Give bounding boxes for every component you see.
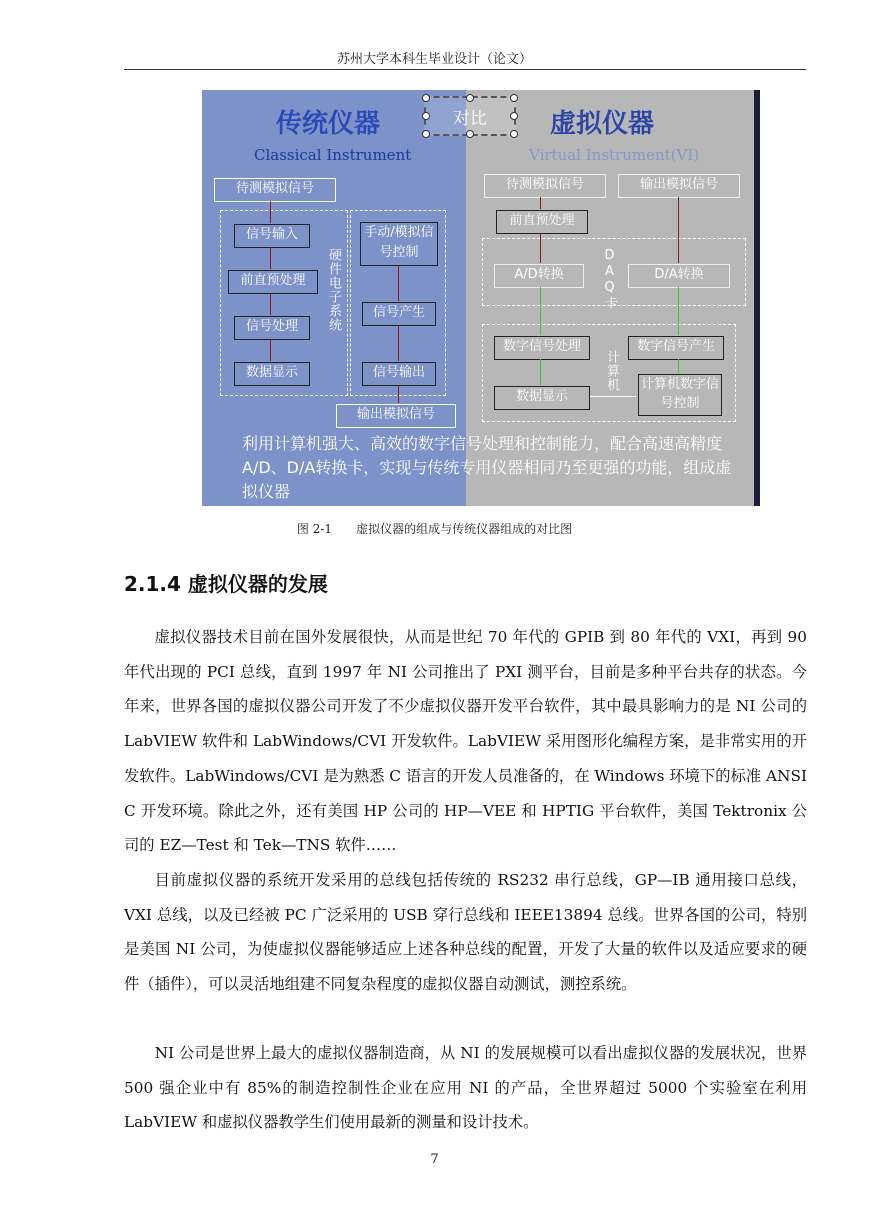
digital-generate-box: 数字信号产生 [628,336,724,360]
signal-generate-box: 信号产生 [362,302,436,326]
virtual-instrument-title: 虚拟仪器 [550,109,655,139]
right-input-signal-box: 待测模拟信号 [484,174,606,198]
right-flow-arrow-green [540,359,541,385]
manual-control-box: 手动/模拟信号控制 [360,222,438,266]
left-flow-arrow [398,385,399,403]
selection-handle [422,112,430,120]
ad-converter-box: A/D转换 [494,264,584,288]
figure-edge [754,90,760,506]
selection-handle [422,94,430,102]
selection-handle [510,94,518,102]
classical-subtitle: Classical Instrument [254,146,412,164]
traditional-instrument-title: 传统仪器 [276,109,381,139]
right-preprocess-box: 前直预处理 [496,210,588,234]
running-header: 苏州大学本科生毕业设计（论文） [336,52,532,67]
selection-handle [466,94,474,102]
right-output-signal-box: 输出模拟信号 [618,174,740,198]
comparison-figure [200,88,762,510]
left-output-signal-box: 输出模拟信号 [336,404,456,428]
section-heading: 2.1.4 虚拟仪器的发展 [124,572,328,596]
figure-caption [0,520,869,537]
left-preprocess-box: 前直预处理 [228,270,318,294]
right-flow-arrow [678,197,679,263]
right-data-display-box: 数据显示 [494,386,590,410]
left-data-display-box: 数据显示 [234,362,310,386]
page-number: 7 [430,1152,439,1167]
figure-caption-text: 虚拟仪器的组成与传统仪器组成的对比图 [356,522,573,536]
bidirectional-arrow [590,396,636,397]
right-flow-arrow-green [678,359,679,373]
right-flow-arrow-green [678,287,679,335]
left-signal-process-box: 信号处理 [234,316,310,340]
left-flow-arrow [270,201,271,223]
left-input-signal-box: 待测模拟信号 [214,178,336,202]
left-flow-arrow [398,325,399,361]
selection-handle [422,130,430,138]
selection-handle [466,130,474,138]
right-flow-arrow-green [540,287,541,335]
signal-output-box: 信号输出 [362,362,436,386]
paragraph: 虚拟仪器技术目前在国外发展很快，从而是世纪 70 年代的 GPIB 到 80 年代的 VXI，再到 90 年代出现的 PCI 总线，直到 1997 年 NI 公司推出了 PXI 测平台，目前是多种平台共存的状态。今年来，世界各国的虚拟仪器公司开发了不少虚拟仪器开发平台软件，其中最具影响力的是 NI 公司的 LabVIEW 软件和 LabWindows/CVI 开发软件。LabVIEW 采用图形化编程方案，是非常实用的开发软件。LabWindows/CVI 是为熟悉 C 语言的开发人员准备的，在 Windows 环境下的标准 ANSI C 开发环境。除此之外，还有美国 HP 公司的 HP—VEE 和 HPTIG 平台软件，美国 Tektronix 公司的 EZ—Test 和 Tek—TNS 软件…… [124,628,807,855]
selection-handle [510,112,518,120]
digital-process-box: 数字信号处理 [494,336,590,360]
header-rule [124,69,806,70]
computer-control-box: 计算机数字信号控制 [638,374,722,416]
hardware-system-label: 硬件电子系统 [326,248,341,332]
figure-note: 利用计算机强大、高效的数字信号处理和控制能力，配合高速高精度A/D、D/A转换卡，实现与传统专用仪器相同乃至更强的功能，组成虚拟仪器 [242,434,732,501]
left-signal-input-box: 信号输入 [234,224,310,248]
paragraph: 目前虚拟仪器的系统开发采用的总线包括传统的 RS232 串行总线，GP—IB 通用接口总线，VXI 总线，以及已经被 PC 广泛采用的 USB 穿行总线和 IEEE13894 总线。世界各国的公司，特别是美国 NI 公司，为使虚拟仪器能够适应上述各种总线的配置，开发了大量的软件以及适应要求的硬件（插件），可以灵活地组建不同复杂程度的虚拟仪器自动测试，测控系统。 [124,871,807,994]
da-converter-box: D/A转换 [628,264,730,288]
compare-box [424,96,516,136]
right-flow-arrow [540,233,541,263]
selection-handle [510,130,518,138]
daq-card-label: DAQ卡 [602,248,617,310]
paragraph: NI 公司是世界上最大的虚拟仪器制造商，从 NI 的发展规模可以看出虚拟仪器的发展状况，世界 500 强企业中有 85%的制造控制性企业在应用 NI 的产品，全世界超过 5000 个实验室在利用 LabVIEW 和虚拟仪器教学生们使用最新的测量和设计技术。 [124,1044,807,1132]
left-flow-arrow [270,293,271,315]
figure-number: 图 2-1 [296,522,333,536]
left-flow-arrow [270,247,271,269]
right-flow-arrow [540,197,541,209]
compare-label: 对比 [453,109,487,129]
left-flow-arrow [270,339,271,361]
virtual-subtitle: Virtual Instrument(VI) [529,146,700,164]
computer-label: 计算机 [604,350,619,392]
left-flow-arrow [398,265,399,301]
